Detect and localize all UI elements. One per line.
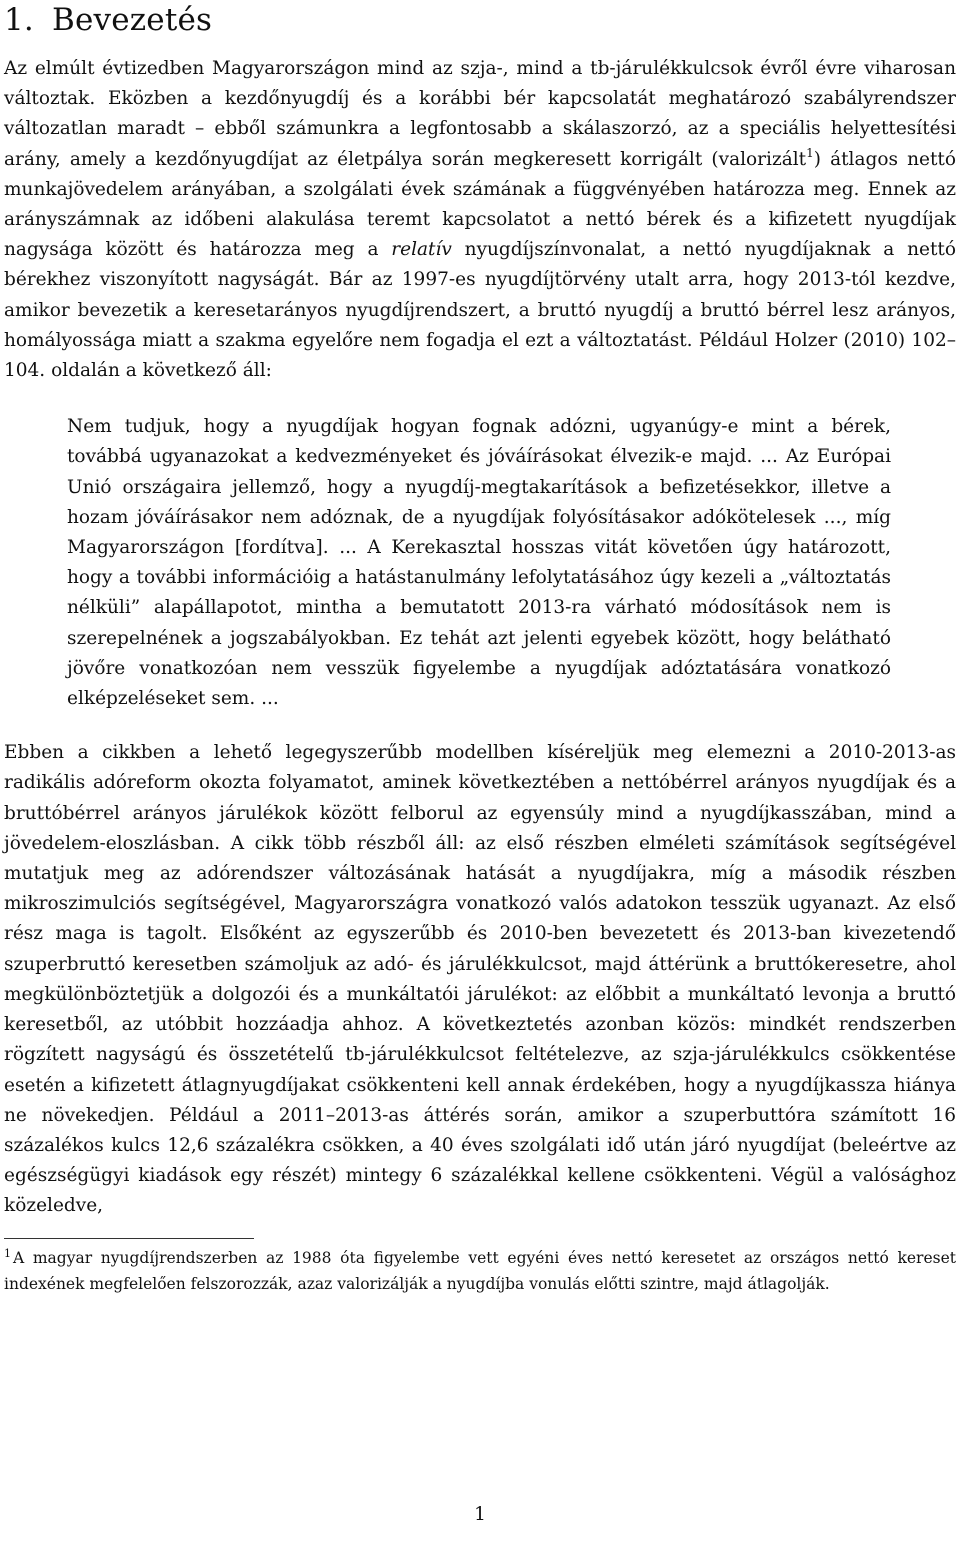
footnote-reference[interactable]: 1 xyxy=(806,145,814,160)
intro-text-part1: Az elmúlt évtizedben Magyarországon mind az szja-, mind a tb-járulékkulcsok évről évre viharosan változtak. Eközben a kezdőnyugdíj és a korábbi bér kapcsolatát meghatározó szabályrendszer változatlan maradt – ebből számunkra a legfontosabb a skálaszorzó, az a speciális helyettesítési arány, amely a kezdőnyugdíjat az életpálya során megkeresett korrigált (valorizált xyxy=(4,58,956,170)
section-title: Bevezetés xyxy=(51,2,213,38)
block-quote xyxy=(67,412,891,714)
emphasis-relative: relatív xyxy=(391,239,452,261)
intro-paragraph xyxy=(4,54,956,386)
footnote xyxy=(4,1245,956,1297)
footnote-divider xyxy=(4,1238,254,1239)
intro-text-part2: ) átlagos nettó munkajövedelem arányában, a szolgálati évek számának a függvényében határozza meg. Ennek az arányszámnak az időbeni alakulása teremt kapcsolatot a nettó bérek és a kifizetett nyugdíjak nagysága között és határozza meg a xyxy=(4,148,956,261)
body-paragraph: Ebben a cikkben a lehető legegyszerűbb modellben kíséreljük meg elemezni a 2010-2013-as radikális adóreform okozta folyamatot, aminek következtében a nettóbérrel arányos nyugdíjak és a bruttóbérrel arányos járulékok között felborul az egyensúly mind a nyugdíjkasszában, mind a jövedelem-eloszlásban. A cikk több részből áll: az első részben elméleti számítások segítségével mutatjuk meg az adórendszer változásának hatását a nyugdíjakra, míg a második részben mikroszimulciós segítségével, Magyarországra vonatkozó valós adatokon tesszük ugyanazt. Az első rész maga is tagolt. Elsőként az egyszerűbb és 2010-ben bevezetett és 2013-ban kivezetendő szuperbruttó keresetben számoljuk az adó- és járulékkulcsot, majd áttérünk a bruttókeresetre, ahol megkülönböztetjük a dolgozói és a munkáltatói járulékot: az előbbit a munkáltató levonja a bruttó keresetből, az utóbbit hozzáadja ahhoz. A következtetés azonban közös: mindkét rendszerben rögzített nagyságú és összetételű tb-járulékkulcsot feltételezve, az szja-járulékkulcs csökkentése esetén a kifizetett átlagnyugdíjakat csökkenteni kell annak érdekében, hogy a nyugdíjkassza hiánya ne növekedjen. Például a 2011–2013-as áttérés során, amikor a szuperbuttóra számított 16 százalékos kulcs 12,6 százalékra csökken, a 40 éves szolgálati idő után járó nyugdíjat (beleértve az egészségügyi kiadások egy részét) mintegy 6 százalékkal kellene csökkenteni. Végül a valósághoz közeledve, xyxy=(4,742,956,1217)
section-heading xyxy=(4,0,956,38)
footnote-mark: 1 xyxy=(4,1246,11,1260)
section-number: 1. xyxy=(4,2,34,38)
quote-text: Nem tudjuk, hogy a nyugdíjak hogyan fognak adózni, ugyanúgy-e mint a bérek, továbbá ugyanazokat a kedvezményeket és jóváírásokat élvezik-e majd. ... Az Európai Unió országaira jellemző, hogy a nyugdíj-megtakarítások a befizetésekkor, illetve a hozam jóváírásakor nem adóznak, de a nyugdíjak folyósításakor adókötelesek ..., míg Magyarországon [fordítva]. ... A Kerekasztal hosszas vitát követően úgy határozott, hogy a további információig a hatástanulmány lefolytatásához úgy kezeli a „változtatás nélküli” alapállapotot, mintha a bemutatott 2013-ra várható módosítások nem is szerepelnének a jogszabályokban. Ez tehát azt jelenti egyebek között, hogy belátható jövőre vonatkozóan nem vesszük figyelembe a nyugdíjak adóztatására vonatkozó elképzeléseket sem. ... xyxy=(67,416,891,710)
intro-text-part3: nyugdíjszínvonalat, a nettó nyugdíjaknak a nettó bérekhez viszonyított nagyságát. Bár az 1997-es nyugdíjtörvény utalt arra, hogy 2013-tól kezdve, amikor bevezetik a keresetarányos nyugdíjrendszert, a bruttó nyugdíj a bruttó bérrel lesz arányos, homályossága miatt a szakma egyelőre nem fogadja el ezt a változtatást. Például Holzer (2010) 102–104. oldalán a következő áll: xyxy=(4,239,956,382)
page-number: 1 xyxy=(474,1504,486,1525)
footnote-text: A magyar nyugdíjrendszerben az 1988 óta figyelembe vett egyéni éves nettó keresetet az országos nettó kereset indexének megfelelően felszorozzák, azaz valorizálják a nyugdíjba vonulás előtti szintre, majd átlagolják. xyxy=(4,1248,956,1293)
